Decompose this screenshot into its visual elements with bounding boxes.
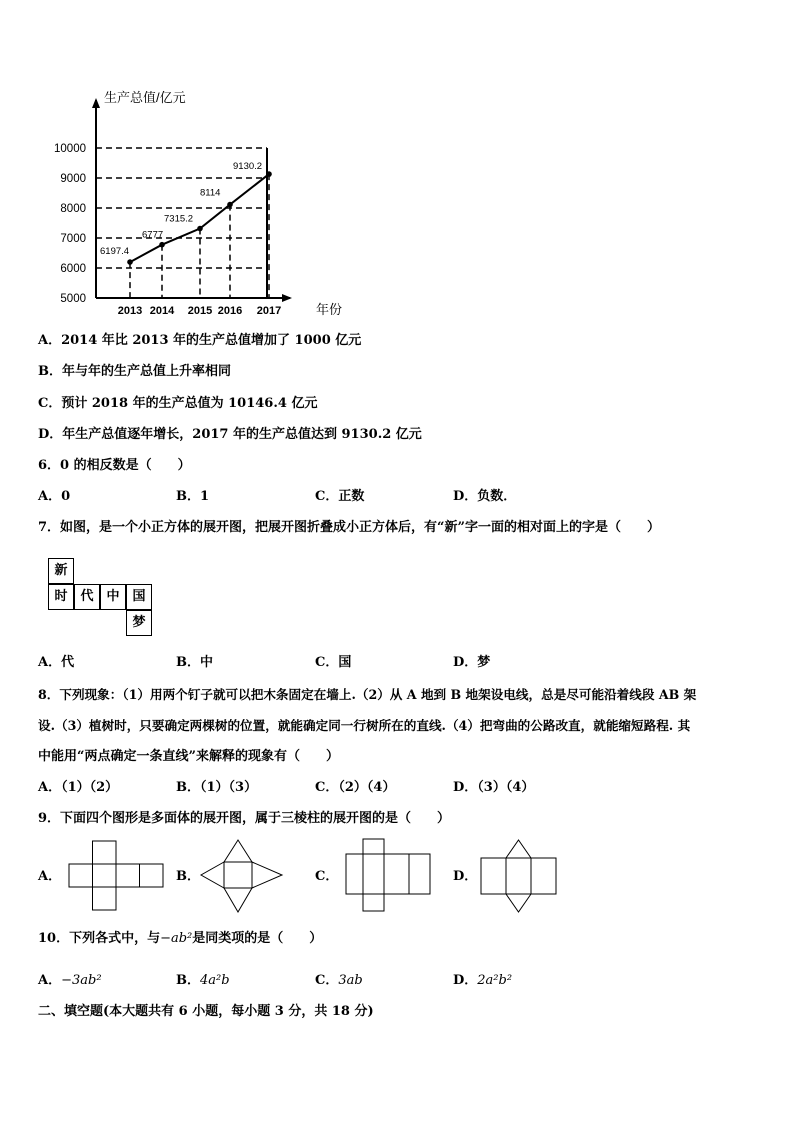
q10-option-d xyxy=(453,972,512,990)
y-axis-arrow xyxy=(92,98,100,108)
q8-option-c-text: （2）（4） xyxy=(338,780,396,795)
q6-option-a xyxy=(38,488,70,506)
q6-option-b-text: 1 xyxy=(200,489,210,504)
q7-option-c-text: 国 xyxy=(338,655,352,670)
q8-option-b-text: （1）（3） xyxy=(200,780,258,795)
q7-option-d-text: 梦 xyxy=(477,655,491,670)
q8-option-a-text: （1）（2） xyxy=(61,780,119,795)
chart-svg xyxy=(40,80,360,320)
q9-label-b: B． xyxy=(176,869,200,884)
q5-option-b-label: B． xyxy=(38,364,62,379)
q8-option-b-label: B． xyxy=(176,780,200,795)
data-point-2013 xyxy=(127,259,133,265)
q8-option-c xyxy=(315,779,395,797)
q7-option-b-label: B． xyxy=(176,655,200,670)
q6-option-d-label: D． xyxy=(453,489,478,504)
q8-option-d-label: D． xyxy=(453,780,478,795)
q7-option-b xyxy=(176,654,213,672)
q6-option-c-text: 正数 xyxy=(338,489,365,504)
q9-net-a xyxy=(66,838,166,914)
x-tick-label-2014: 2014 xyxy=(149,305,175,317)
q10-option-c-label: C． xyxy=(315,973,339,988)
q10-stem-post: 是同类项的是（ ） xyxy=(192,931,323,946)
y-tick-label-5000: 5000 xyxy=(60,293,86,305)
x-tick-label-2015: 2015 xyxy=(187,305,213,317)
data-point-2017 xyxy=(266,171,272,177)
q9-label-a: A． xyxy=(38,869,62,884)
q6-option-a-label: A． xyxy=(38,489,62,504)
q9-net-c xyxy=(343,836,433,916)
q6-option-b xyxy=(176,488,209,506)
q7-stem: 7．如图，是一个小正方体的展开图，把展开图折叠成小正方体后，有“新”字一面的相对面上的字是（ ） xyxy=(38,520,661,535)
q10-option-a-text: −3ab² xyxy=(61,973,102,988)
q6-stem: 6．0 的相反数是（ ） xyxy=(38,458,191,473)
q10-option-c-text: 3ab xyxy=(338,973,363,988)
q5-option-c-text: 预计 2018 年的生产总值为 10146.4 亿元 xyxy=(61,396,318,411)
q9-stem: 9．下面四个图形是多面体的展开图，属于三棱柱的展开图的是（ ） xyxy=(38,811,451,826)
data-label-2014: 6777 xyxy=(142,229,164,241)
cube-cell-zhong: 中 xyxy=(100,584,126,610)
data-label-2017: 9130.2 xyxy=(233,161,263,173)
q10-option-b-label: B． xyxy=(176,973,200,988)
q9-label-d: D． xyxy=(453,869,478,884)
q5-option-a-label: A． xyxy=(38,333,62,348)
q9-net-d xyxy=(478,836,560,916)
x-tick-label-2016: 2016 xyxy=(217,305,243,317)
y-axis-title: 生产总值/亿元 xyxy=(104,90,186,105)
data-label-2015: 7315.2 xyxy=(164,213,194,225)
q6-option-c xyxy=(315,488,364,506)
cube-cell-guo: 国 xyxy=(126,584,152,610)
q10-option-a-label: A． xyxy=(38,973,62,988)
q5-option-c-label: C． xyxy=(38,396,62,411)
cube-cell-xin: 新 xyxy=(48,558,74,584)
q10-option-b-text: 4a²b xyxy=(200,973,230,988)
q5-option-a-text: 2014 年比 2013 年的生产总值增加了 1000 亿元 xyxy=(61,333,362,348)
q10-option-a xyxy=(38,972,102,990)
q7-option-c-label: C． xyxy=(315,655,339,670)
q8-option-a-label: A． xyxy=(38,780,62,795)
q6-option-c-label: C． xyxy=(315,489,339,504)
y-tick-label-10000: 10000 xyxy=(54,143,86,155)
q7-option-c xyxy=(315,654,351,672)
cube-net xyxy=(48,558,158,640)
x-tick-label-2017: 2017 xyxy=(256,305,282,317)
q8-stem-line3: 中能用“两点确定一条直线”来解释的现象有（ ） xyxy=(38,749,339,764)
cube-cell-meng: 梦 xyxy=(126,610,152,636)
q8-option-c-label: C． xyxy=(315,780,339,795)
data-label-2016: 8114 xyxy=(200,187,221,199)
q6-option-b-label: B． xyxy=(176,489,200,504)
q7-option-d xyxy=(453,654,490,672)
q8-option-d xyxy=(453,779,534,797)
cube-cell-shi: 时 xyxy=(48,584,74,610)
q10-stem-expr: −ab² xyxy=(160,931,193,946)
q7-option-d-label: D． xyxy=(453,655,478,670)
q6-option-d xyxy=(453,488,516,506)
q8-option-a xyxy=(38,779,118,797)
y-tick-label-9000: 9000 xyxy=(60,173,86,185)
y-tick-label-7000: 7000 xyxy=(60,233,86,245)
data-point-2014 xyxy=(159,242,165,248)
q7-option-a xyxy=(38,654,74,672)
q5-option-d-label: D． xyxy=(38,427,63,442)
data-point-2015 xyxy=(197,226,203,232)
q10-option-d-label: D． xyxy=(453,973,478,988)
q9-net-b xyxy=(198,836,288,916)
q5-option-b xyxy=(38,363,231,381)
q7-option-a-label: A． xyxy=(38,655,62,670)
data-point-2016 xyxy=(227,202,233,208)
x-axis-arrow xyxy=(282,294,292,302)
y-tick-label-6000: 6000 xyxy=(60,263,86,275)
section-2-heading: 二、填空题(本大题共有 6 小题，每小题 3 分，共 18 分) xyxy=(38,1004,374,1019)
q5-option-a xyxy=(38,332,361,350)
q8-stem-line2: 设.（3）植树时，只要确定两棵树的位置，就能确定同一行树所在的直线.（4）把弯曲的公路改直，就能缩短路程. 其 xyxy=(38,718,691,733)
q10-option-c xyxy=(315,972,363,990)
q6-option-d-text: 负数． xyxy=(477,489,517,504)
q8-stem-line1: 8．下列现象：（1）用两个钉子就可以把木条固定在墙上.（2）从 A 地到 B 地架设电线，总是尽可能沿着线段 AB 架 xyxy=(38,687,697,702)
q5-option-d xyxy=(38,426,422,444)
q9-label-c: C． xyxy=(315,869,339,884)
q8-option-d-text: （3）（4） xyxy=(477,780,535,795)
y-tick-label-8000: 8000 xyxy=(60,203,86,215)
x-tick-label-2013: 2013 xyxy=(117,305,143,317)
line-chart xyxy=(40,80,360,320)
cube-cell-dai: 代 xyxy=(74,584,100,610)
q7-option-b-text: 中 xyxy=(200,655,214,670)
q5-option-c xyxy=(38,395,317,413)
q10-option-b xyxy=(176,972,230,990)
q10-stem xyxy=(38,930,322,948)
q5-option-b-text: 年与年的生产总值上升率相同 xyxy=(62,364,232,379)
q5-option-d-text: 年生产总值逐年增长，2017 年的生产总值达到 9130.2 亿元 xyxy=(62,427,422,442)
q10-stem-pre: 10．下列各式中，与 xyxy=(38,931,161,946)
q6-option-a-text: 0 xyxy=(61,489,71,504)
q7-option-a-text: 代 xyxy=(61,655,75,670)
q10-option-d-text: 2a²b² xyxy=(477,973,513,988)
data-label-2013: 6197.4 xyxy=(100,246,130,258)
x-axis-title: 年份 xyxy=(316,302,343,317)
q8-option-b xyxy=(176,779,257,797)
